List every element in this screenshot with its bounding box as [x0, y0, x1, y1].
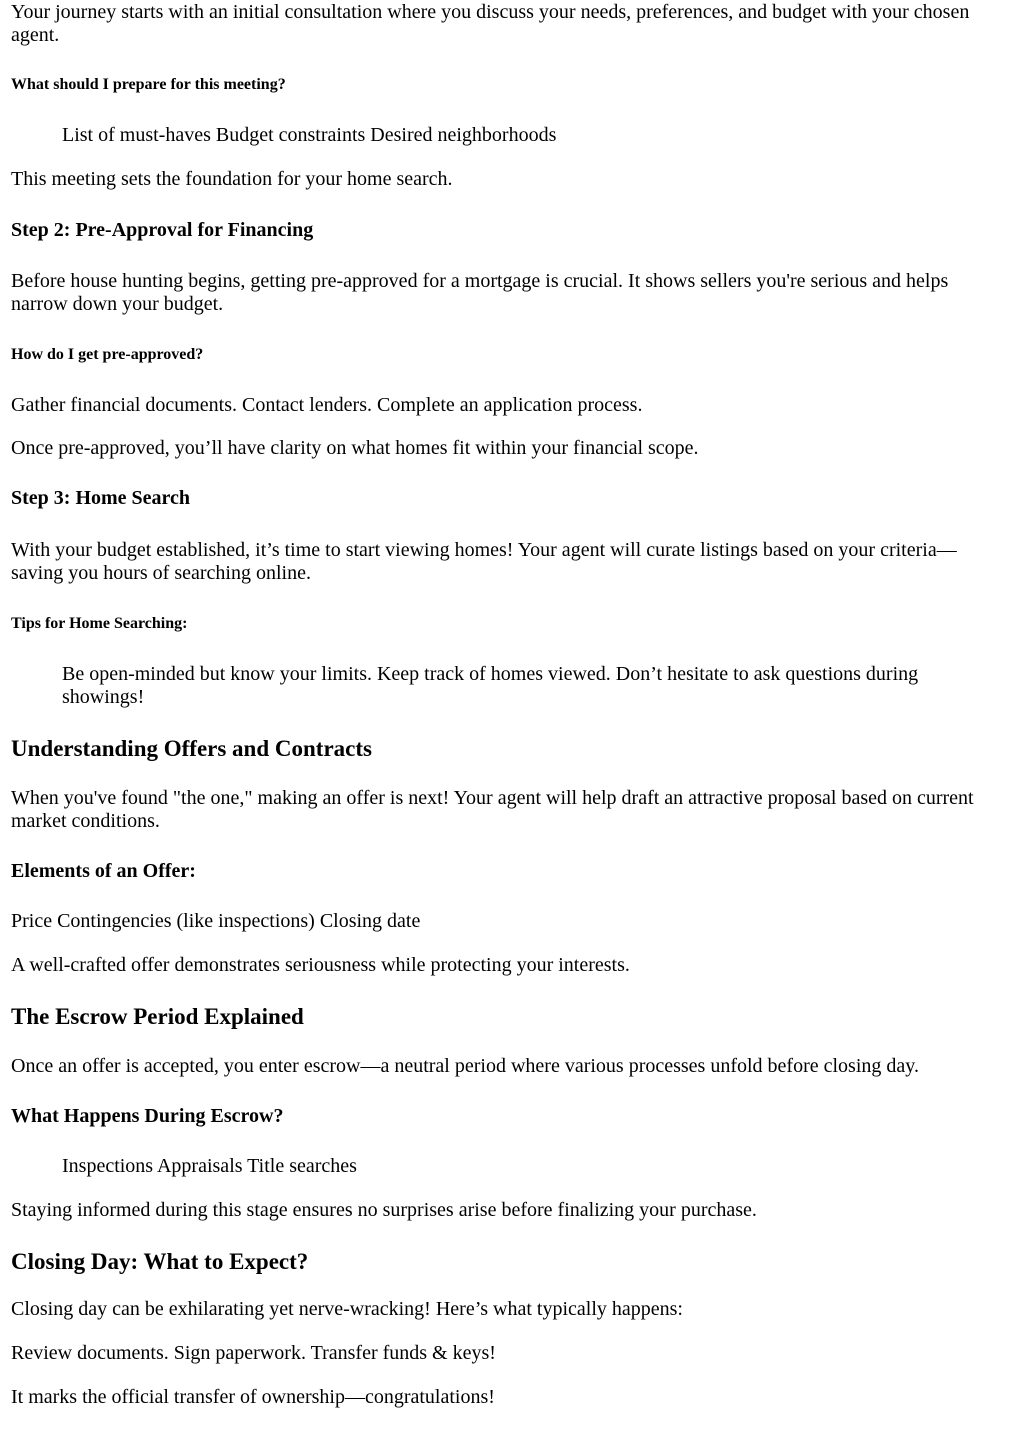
preapproved-outcome-paragraph: Once pre-approved, you’ll have clarity on what homes fit within your financial scope. — [11, 437, 699, 459]
elements-list-paragraph: Price Contingencies (like inspections) Closing date — [11, 910, 421, 932]
offers-paragraph: When you've found "the one," making an offer is next! Your agent will help draft an attractive proposal based on current market conditions. — [11, 787, 974, 832]
intro-paragraph: Your journey starts with an initial consultation where you discuss your needs, preferences, and budget with your chosen agent. — [11, 1, 970, 46]
tips-heading: Tips for Home Searching: — [11, 615, 188, 632]
faq-question-preapproved: How do I get pre-approved? — [11, 346, 204, 363]
step3-paragraph: With your budget established, it’s time to start viewing homes! Your agent will curate listings based on your criteria—saving you hours of searching online. — [11, 539, 957, 584]
closing-outcome-paragraph: It marks the official transfer of ownership—congratulations! — [11, 1386, 495, 1408]
closing-steps-paragraph: Review documents. Sign paperwork. Transfer funds & keys! — [11, 1342, 496, 1364]
closing-heading: Closing Day: What to Expect? — [11, 1249, 309, 1274]
step2-paragraph: Before house hunting begins, getting pre-approved for a mortgage is crucial. It shows sellers you're serious and helps narrow down your budget. — [11, 270, 949, 315]
prepare-list-quote: List of must-haves Budget constraints Desired neighborhoods — [62, 124, 557, 146]
offer-outcome-paragraph: A well-crafted offer demonstrates seriousness while protecting your interests. — [11, 954, 630, 976]
escrow-list-quote: Inspections Appraisals Title searches — [62, 1155, 357, 1177]
step2-heading: Step 2: Pre-Approval for Financing — [11, 219, 314, 241]
elements-heading: Elements of an Offer: — [11, 860, 196, 882]
escrow-heading: The Escrow Period Explained — [11, 1004, 304, 1029]
escrow-outcome-paragraph: Staying informed during this stage ensures no surprises arise before finalizing your purchase. — [11, 1199, 757, 1221]
offers-heading: Understanding Offers and Contracts — [11, 736, 372, 761]
step3-heading: Step 3: Home Search — [11, 487, 191, 509]
preapproved-steps-paragraph: Gather financial documents. Contact lenders. Complete an application process. — [11, 394, 643, 416]
closing-paragraph: Closing day can be exhilarating yet nerve-wracking! Here’s what typically happens: — [11, 1298, 683, 1320]
foundation-paragraph: This meeting sets the foundation for your home search. — [11, 168, 453, 190]
escrow-question-heading: What Happens During Escrow? — [11, 1105, 284, 1127]
tips-list-quote: Be open-minded but know your limits. Keep track of homes viewed. Don’t hesitate to ask questions during showings! — [62, 663, 919, 708]
escrow-paragraph: Once an offer is accepted, you enter escrow—a neutral period where various processes unfold before closing day. — [11, 1055, 919, 1077]
faq-question-prepare: What should I prepare for this meeting? — [11, 76, 286, 93]
